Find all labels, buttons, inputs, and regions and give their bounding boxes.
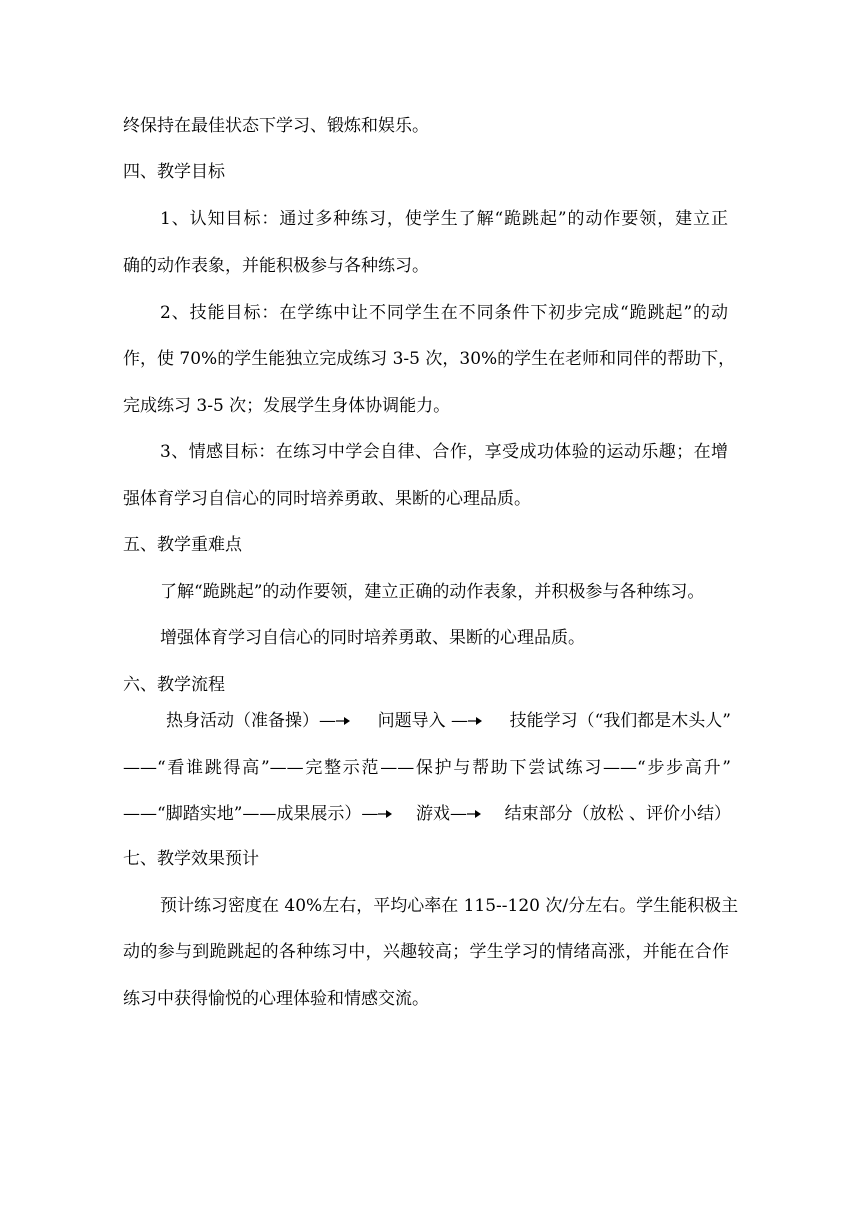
process-flow-row-3	[123, 802, 731, 826]
section-heading-process: 六、教学流程	[123, 675, 225, 695]
flow-step-warmup	[166, 709, 360, 734]
flow-step-results	[123, 802, 402, 827]
process-flow-row-2: ——“看谁跳得高”——完整示范——保护与帮助下尝试练习——“步步高升”	[123, 758, 731, 778]
goal-skill-line1: 2、技能目标：在学练中让不同学生在不同条件下初步完成“跪跳起”的动	[160, 303, 728, 323]
section-heading-key-points: 五、教学重难点	[123, 535, 242, 555]
effect-line1: 预计练习密度在 40%左右，平均心率在 115--120 次/分左右。学生能积极主	[160, 896, 739, 916]
effect-line3: 练习中获得愉悦的心理体验和情感交流。	[123, 989, 429, 1009]
flow-step-game-label: 游戏—	[415, 803, 467, 824]
goal-skill-line2: 作，使 70%的学生能独立完成练习 3-5 次，30%的学生在老师和同伴的帮助下，	[123, 349, 736, 369]
goal-skill-line3: 完成练习 3-5 次；发展学生身体协调能力。	[123, 396, 451, 416]
goal-emotion-line2: 强体育学习自信心的同时培养勇敢、果断的心理品质。	[123, 489, 531, 509]
arrow-right-icon	[468, 709, 492, 733]
section-heading-expected-effect: 七、教学效果预计	[123, 849, 259, 869]
key-point-1: 了解“跪跳起”的动作要领，建立正确的动作表象，并积极参与各种练习。	[160, 582, 705, 602]
goal-emotion-line1: 3、情感目标：在练习中学会自律、合作，享受成功体验的运动乐趣；在增	[160, 442, 728, 462]
flow-step-ending: 结束部分（放松 、评价小结）	[504, 804, 731, 824]
flow-step-intro	[378, 709, 492, 734]
process-flow-row-1	[166, 709, 731, 733]
effect-line2: 动的参与到跪跳起的各种练习中，兴趣较高；学生学习的情绪高涨，并能在合作	[123, 942, 729, 962]
flow-step-warmup-label: 热身活动（准备操）—	[166, 710, 336, 731]
flow-step-game	[416, 802, 491, 827]
arrow-right-icon	[378, 802, 402, 826]
flow-step-skill: 技能学习（“我们都是木头人”	[509, 711, 731, 731]
arrow-right-icon	[336, 709, 360, 733]
arrow-right-icon	[467, 802, 491, 826]
paragraph-line: 终保持在最佳状态下学习、锻炼和娱乐。	[123, 116, 429, 136]
section-heading-teaching-goals: 四、教学目标	[123, 162, 225, 182]
flow-step-intro-label: 问题导入 —	[377, 710, 468, 731]
key-point-2: 增强体育学习自信心的同时培养勇敢、果断的心理品质。	[160, 628, 585, 648]
flow-step-results-label: ——“脚踏实地”——成果展示）—	[123, 803, 379, 824]
goal-cognitive-line1: 1、认知目标：通过多种练习，使学生了解“跪跳起”的动作要领，建立正	[160, 209, 728, 229]
goal-cognitive-line2: 确的动作表象，并能积极参与各种练习。	[123, 256, 429, 276]
